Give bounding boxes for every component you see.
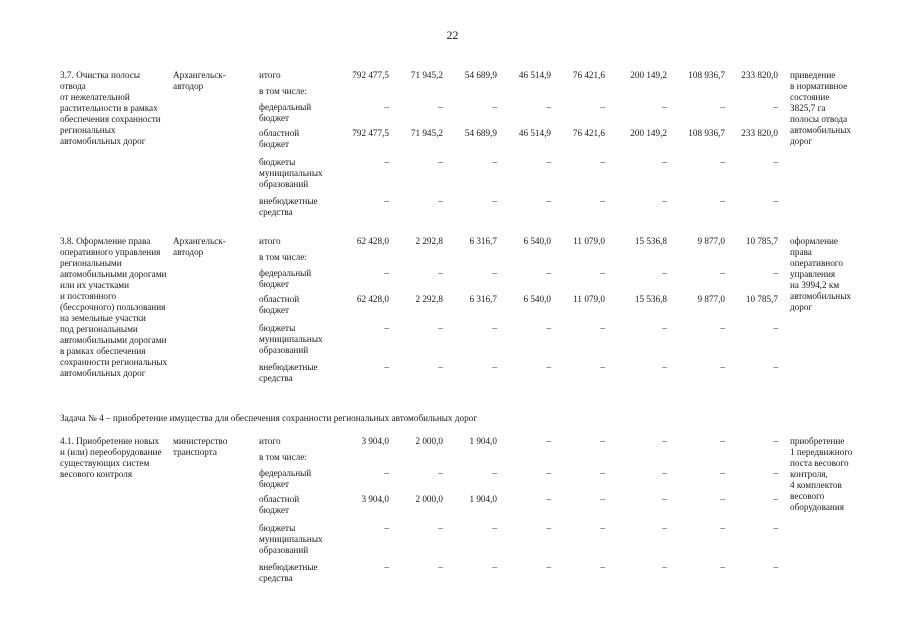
funding-source-label: бюджеты муниципальных образований bbox=[259, 323, 323, 355]
amount-cell: – bbox=[773, 494, 778, 504]
amount-cell: – bbox=[546, 157, 551, 167]
amount-cell: – bbox=[662, 436, 667, 446]
amount-cell: – bbox=[384, 362, 389, 372]
amount-cell: – bbox=[600, 523, 605, 533]
row-3-8-title: 3.8. Оформление права оперативного управления региональными автомобильными дорогами или их участками и постоянного (бессрочного) пользования на земельные участки под региональными автомобильными дорогами в рамках обеспечения сохранности региональных автомобильных дорог bbox=[60, 236, 168, 378]
amount-cell: – bbox=[438, 268, 443, 278]
amount-cell: 2 000,0 bbox=[415, 436, 443, 446]
amount-cell: – bbox=[546, 362, 551, 372]
amount-cell: – bbox=[662, 196, 667, 206]
amount-cell: 3 904,0 bbox=[361, 494, 389, 504]
amount-cell: – bbox=[662, 362, 667, 372]
funding-source-label: итого bbox=[259, 70, 281, 80]
row-3-7-executor: Архангельск- автодор bbox=[173, 70, 226, 91]
amount-cell: – bbox=[720, 436, 725, 446]
amount-cell: 15 536,8 bbox=[634, 294, 667, 304]
funding-source-label: в том числе: bbox=[259, 252, 307, 262]
amount-cell: – bbox=[773, 102, 778, 112]
amount-cell: 6 540,0 bbox=[523, 236, 551, 246]
amount-cell: 10 785,7 bbox=[745, 236, 778, 246]
funding-source-label: бюджеты муниципальных образований bbox=[259, 523, 323, 555]
amount-cell: – bbox=[492, 562, 497, 572]
amount-cell: 46 514,9 bbox=[518, 70, 551, 80]
amount-cell: 11 079,0 bbox=[573, 294, 605, 304]
amount-cell: – bbox=[438, 102, 443, 112]
amount-cell: – bbox=[773, 362, 778, 372]
amount-cell: 108 936,7 bbox=[688, 70, 725, 80]
amount-cell: – bbox=[384, 468, 389, 478]
amount-cell: – bbox=[600, 562, 605, 572]
amount-cell: – bbox=[773, 436, 778, 446]
amount-cell: 46 514,9 bbox=[518, 128, 551, 138]
amount-cell: – bbox=[600, 268, 605, 278]
amount-cell: – bbox=[546, 523, 551, 533]
amount-cell: – bbox=[720, 362, 725, 372]
funding-source-label: внебюджетные средства bbox=[259, 362, 318, 383]
amount-cell: 15 536,8 bbox=[634, 236, 667, 246]
amount-cell: – bbox=[600, 102, 605, 112]
amount-cell: – bbox=[600, 157, 605, 167]
amount-cell: – bbox=[492, 102, 497, 112]
row-4-1-title: 4.1. Приобретение новых и (или) переоборудование существующих систем весового контроля bbox=[60, 436, 162, 479]
amount-cell: – bbox=[438, 562, 443, 572]
amount-cell: 6 316,7 bbox=[469, 294, 497, 304]
amount-cell: – bbox=[662, 494, 667, 504]
amount-cell: 9 877,0 bbox=[697, 236, 725, 246]
amount-cell: 108 936,7 bbox=[688, 128, 725, 138]
amount-cell: – bbox=[438, 468, 443, 478]
amount-cell: – bbox=[773, 468, 778, 478]
amount-cell: 76 421,6 bbox=[572, 128, 605, 138]
funding-source-label: федеральный бюджет bbox=[259, 468, 312, 489]
amount-cell: 2 000,0 bbox=[415, 494, 443, 504]
amount-cell: 1 904,0 bbox=[469, 436, 497, 446]
amount-cell: – bbox=[662, 468, 667, 478]
amount-cell: 11 079,0 bbox=[573, 236, 605, 246]
amount-cell: – bbox=[384, 196, 389, 206]
amount-cell: 6 316,7 bbox=[469, 236, 497, 246]
amount-cell: – bbox=[720, 268, 725, 278]
amount-cell: 54 689,9 bbox=[464, 70, 497, 80]
row-3-8-executor: Архангельск- автодор bbox=[173, 236, 226, 257]
task-4-heading: Задача № 4 – приобретение имущества для обеспечения сохранности региональных автомобильных дорог bbox=[60, 413, 478, 423]
amount-cell: – bbox=[492, 157, 497, 167]
funding-source-label: областной бюджет bbox=[259, 128, 300, 149]
amount-cell: – bbox=[492, 323, 497, 333]
funding-source-label: бюджеты муниципальных образований bbox=[259, 157, 323, 189]
amount-cell: – bbox=[546, 196, 551, 206]
amount-cell: – bbox=[384, 562, 389, 572]
amount-cell: – bbox=[662, 562, 667, 572]
amount-cell: 200 149,2 bbox=[630, 128, 667, 138]
funding-source-label: итого bbox=[259, 436, 281, 446]
amount-cell: 200 149,2 bbox=[630, 70, 667, 80]
amount-cell: – bbox=[546, 494, 551, 504]
amount-cell: 54 689,9 bbox=[464, 128, 497, 138]
amount-cell: 2 292,8 bbox=[415, 236, 443, 246]
amount-cell: – bbox=[662, 102, 667, 112]
funding-source-label: внебюджетные средства bbox=[259, 562, 318, 583]
amount-cell: – bbox=[492, 523, 497, 533]
amount-cell: – bbox=[546, 562, 551, 572]
amount-cell: 10 785,7 bbox=[745, 294, 778, 304]
amount-cell: – bbox=[600, 323, 605, 333]
amount-cell: – bbox=[546, 468, 551, 478]
amount-cell: – bbox=[773, 268, 778, 278]
amount-cell: – bbox=[600, 196, 605, 206]
amount-cell: – bbox=[773, 196, 778, 206]
amount-cell: – bbox=[773, 562, 778, 572]
amount-cell: – bbox=[438, 157, 443, 167]
amount-cell: – bbox=[492, 362, 497, 372]
amount-cell: – bbox=[546, 102, 551, 112]
row-3-7-result: приведение в нормативное состояние 3825,7 га полосы отвода автомобильных дорог bbox=[790, 70, 851, 146]
funding-source-label: в том числе: bbox=[259, 86, 307, 96]
amount-cell: 233 820,0 bbox=[741, 128, 778, 138]
amount-cell: – bbox=[720, 468, 725, 478]
amount-cell: 62 428,0 bbox=[356, 294, 389, 304]
funding-source-label: областной бюджет bbox=[259, 294, 300, 315]
amount-cell: – bbox=[773, 523, 778, 533]
row-4-1-result: приобретение 1 передвижного поста весового контроля, 4 комплектов весового оборудования bbox=[790, 436, 853, 512]
funding-source-label: федеральный бюджет bbox=[259, 268, 312, 289]
amount-cell: – bbox=[384, 157, 389, 167]
amount-cell: – bbox=[720, 494, 725, 504]
amount-cell: – bbox=[600, 362, 605, 372]
amount-cell: – bbox=[384, 268, 389, 278]
amount-cell: – bbox=[600, 436, 605, 446]
amount-cell: – bbox=[720, 102, 725, 112]
amount-cell: 62 428,0 bbox=[356, 236, 389, 246]
amount-cell: 2 292,8 bbox=[415, 294, 443, 304]
amount-cell: 9 877,0 bbox=[697, 294, 725, 304]
amount-cell: 792 477,5 bbox=[352, 128, 389, 138]
amount-cell: – bbox=[438, 362, 443, 372]
amount-cell: – bbox=[492, 468, 497, 478]
amount-cell: – bbox=[438, 523, 443, 533]
row-3-7-title: 3.7. Очистка полосы отвода от нежелательной растительности в рамках обеспечения сохранности региональных автомобильных дорог bbox=[60, 70, 161, 146]
amount-cell: 76 421,6 bbox=[572, 70, 605, 80]
amount-cell: – bbox=[662, 523, 667, 533]
funding-source-label: итого bbox=[259, 236, 281, 246]
amount-cell: – bbox=[720, 562, 725, 572]
amount-cell: – bbox=[600, 468, 605, 478]
amount-cell: – bbox=[720, 523, 725, 533]
amount-cell: – bbox=[600, 494, 605, 504]
amount-cell: – bbox=[773, 157, 778, 167]
amount-cell: 1 904,0 bbox=[469, 494, 497, 504]
funding-source-label: федеральный бюджет bbox=[259, 102, 312, 123]
amount-cell: – bbox=[546, 436, 551, 446]
page-number: 22 bbox=[446, 28, 459, 42]
amount-cell: 71 945,2 bbox=[410, 70, 443, 80]
amount-cell: – bbox=[492, 268, 497, 278]
amount-cell: – bbox=[662, 157, 667, 167]
amount-cell: – bbox=[773, 323, 778, 333]
amount-cell: – bbox=[662, 323, 667, 333]
amount-cell: 6 540,0 bbox=[523, 294, 551, 304]
amount-cell: 792 477,5 bbox=[352, 70, 389, 80]
amount-cell: – bbox=[662, 268, 667, 278]
funding-source-label: в том числе: bbox=[259, 452, 307, 462]
amount-cell: – bbox=[546, 323, 551, 333]
amount-cell: – bbox=[546, 268, 551, 278]
amount-cell: – bbox=[492, 196, 497, 206]
amount-cell: – bbox=[720, 196, 725, 206]
amount-cell: – bbox=[720, 323, 725, 333]
funding-source-label: областной бюджет bbox=[259, 494, 300, 515]
amount-cell: – bbox=[438, 323, 443, 333]
amount-cell: – bbox=[438, 196, 443, 206]
row-3-8-result: оформление права оперативного управления на 3994,2 км автомобильных дорог bbox=[790, 236, 851, 312]
amount-cell: – bbox=[384, 102, 389, 112]
amount-cell: – bbox=[720, 157, 725, 167]
row-4-1-executor: министерство транспорта bbox=[173, 436, 228, 457]
amount-cell: 3 904,0 bbox=[361, 436, 389, 446]
amount-cell: 233 820,0 bbox=[741, 70, 778, 80]
amount-cell: – bbox=[384, 523, 389, 533]
amount-cell: – bbox=[384, 323, 389, 333]
amount-cell: 71 945,2 bbox=[410, 128, 443, 138]
funding-source-label: внебюджетные средства bbox=[259, 196, 318, 217]
